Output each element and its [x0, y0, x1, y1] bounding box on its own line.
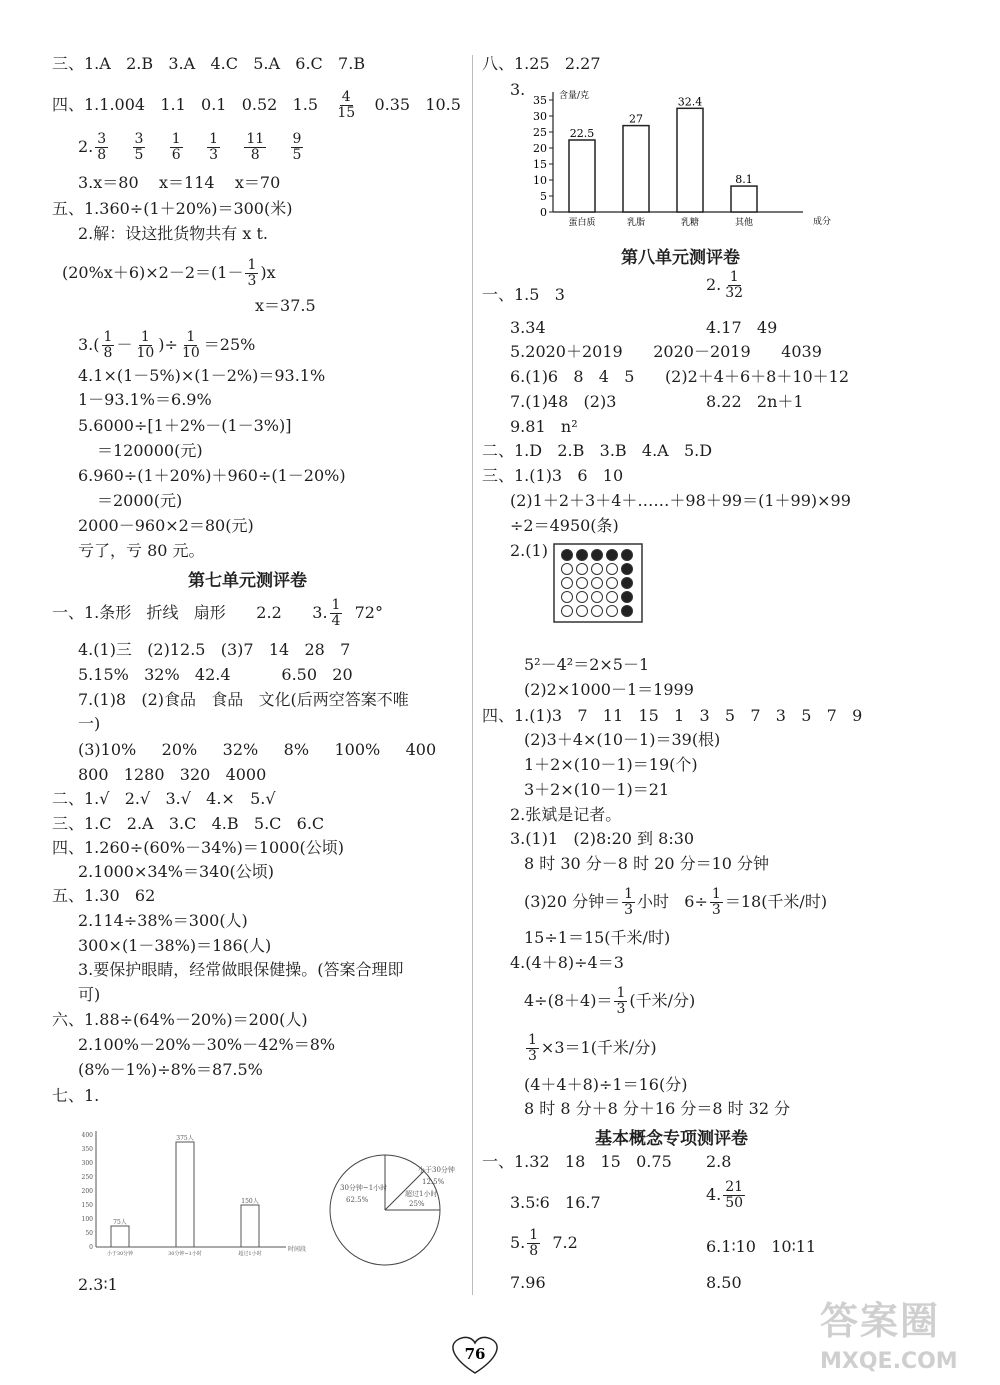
answer-line: 二、1.D 2.B 3.B 4.A 5.D	[482, 441, 713, 460]
section-heading: 第七单元测评卷	[188, 571, 307, 591]
x-tick-label: 小于30分钟	[106, 1251, 134, 1257]
grid-dot	[562, 550, 573, 561]
bar	[176, 1142, 194, 1247]
y-axis-label: 含量/克	[559, 91, 590, 101]
answer-line: 五、1.360÷(1＋20%)＝300(米)	[52, 199, 293, 218]
answer-line: (3)10% 20% 32% 8% 100% 400	[78, 740, 437, 759]
bar	[569, 140, 595, 212]
pie-value: 12.5%	[422, 1178, 445, 1186]
y-tick-label: 250	[81, 1174, 93, 1181]
section-heading: 第八单元测评卷	[621, 248, 740, 268]
answer-line: 7.(1)48 (2)3	[510, 392, 617, 411]
grid-dot	[622, 592, 633, 603]
x-tick-label: 乳糖	[680, 218, 700, 228]
answer-line: 四、1.1.004 1.1 0.1 0.52 1.5 $\frac{4}{15}$ 0.35 10.5	[52, 89, 461, 121]
grid-dot	[622, 578, 633, 589]
y-tick-label: 35	[533, 94, 547, 107]
grid-dot	[562, 592, 573, 603]
y-tick-label: 5	[540, 190, 547, 203]
answer-line: 800 1280 320 4000	[78, 765, 267, 784]
answer-line: ÷2＝4950(条)	[510, 516, 619, 535]
section-heading: 基本概念专项测评卷	[595, 1129, 748, 1149]
bar	[241, 1205, 259, 1247]
answer-line: 八、1.25 2.27	[482, 54, 601, 73]
answer-line: $\frac{1}{3}$ ×3＝1(千米/分)	[528, 1032, 657, 1064]
page-number	[445, 1335, 505, 1375]
answer-line: 8 时 30 分－8 时 20 分＝10 分钟	[524, 854, 770, 873]
answer-line: (2)3＋4×(10－1)＝39(根)	[524, 730, 721, 749]
y-tick-label: 350	[81, 1146, 93, 1153]
answer-line: 3.	[510, 80, 526, 99]
answer-line: 4. $\frac{21}{50}$	[706, 1179, 744, 1211]
answer-line: 1－93.1%＝6.9%	[78, 390, 212, 409]
y-tick-label: 0	[89, 1244, 93, 1251]
answer-line: 3.5∶6 16.7	[510, 1193, 601, 1212]
answer-line: 三、1.(1)3 6 10	[482, 466, 624, 485]
answer-line: 5. $\frac{1}{8}$ 7.2	[510, 1227, 578, 1259]
y-tick-label: 150	[81, 1202, 93, 1209]
y-tick-label: 400	[81, 1132, 93, 1139]
bar	[623, 126, 649, 212]
dot-grid-figure	[553, 543, 643, 623]
answer-line: 6.(1)6 8 4 5 (2)2＋4＋6＋8＋10＋12	[510, 367, 850, 386]
answer-line: 8.50	[706, 1273, 742, 1292]
x-tick-label: 30分钟~1小时	[168, 1251, 202, 1257]
answer-line: 3.要保护眼睛，经常做眼保健操。(答案合理即	[78, 960, 404, 979]
pie-label: 30分钟~1小时	[340, 1184, 388, 1192]
y-tick-label: 100	[81, 1216, 93, 1223]
time-pie-chart	[310, 1150, 470, 1270]
grid-dot	[577, 606, 588, 617]
pie-value: 62.5%	[346, 1196, 369, 1204]
answer-line: 8 时 8 分＋8 分＋16 分＝8 时 32 分	[524, 1099, 791, 1118]
answer-line: 一、1.32 18 15 0.75	[482, 1152, 672, 1171]
grid-dot	[577, 550, 588, 561]
answer-line: 一)	[78, 714, 101, 733]
y-tick-label: 30	[533, 110, 547, 123]
answer-line: 7.(1)8 (2)食品 食品 文化(后两空答案不唯	[78, 690, 409, 709]
answer-line: (4＋4＋8)÷1＝16(分)	[524, 1075, 688, 1094]
answer-line: 4.1×(1－5%)×(1－2%)＝93.1%	[78, 366, 326, 385]
answer-line: 2. $\frac{3}{8}$ $\frac{3}{5}$ $\frac{1}{6}$ $\frac{1}{3}$ $\frac{11}{8}$ $\frac{9}{5}$	[78, 131, 302, 163]
answer-line: 2.8	[706, 1152, 732, 1171]
answer-line: 2.3∶1	[78, 1275, 118, 1294]
bar	[111, 1226, 129, 1247]
time-bar-chart	[70, 1125, 307, 1270]
answer-line: 一、1.条形 折线 扇形 2.2 3. $\frac{1}{4}$ 72°	[52, 597, 383, 629]
answer-line: 二、1.√ 2.√ 3.√ 4.× 5.√	[52, 789, 276, 808]
milk-composition-bar-chart	[525, 82, 832, 232]
grid-dot	[577, 592, 588, 603]
answer-line: x＝37.5	[255, 296, 316, 315]
y-tick-label: 15	[533, 158, 547, 171]
bar-value-label: 75人	[113, 1219, 127, 1226]
x-tick-label: 乳脂	[626, 218, 646, 228]
answer-line: 3.34	[510, 318, 546, 337]
bar-value-label: 32.4	[677, 95, 703, 109]
bar	[731, 186, 757, 212]
answer-line: (8%－1%)÷8%＝87.5%	[78, 1060, 263, 1079]
y-tick-label: 0	[540, 206, 547, 219]
x-axis-label: 时间段	[288, 1246, 307, 1253]
bar-value-label: 27	[629, 112, 643, 126]
answer-line: 可)	[78, 985, 101, 1004]
answer-line: 2000－960×2＝80(元)	[78, 516, 254, 535]
grid-dot	[622, 564, 633, 575]
grid-dot	[607, 578, 618, 589]
answer-line: (3)20 分钟＝ $\frac{1}{3}$ 小时 6÷ $\frac{1}{3}$ ＝18(千米/时)	[524, 886, 828, 918]
y-tick-label: 10	[533, 174, 547, 187]
y-tick-label: 300	[81, 1160, 93, 1167]
answer-line: 四、1.260÷(60%－34%)＝1000(公顷)	[52, 838, 345, 857]
answer-line: 2. $\frac{1}{32}$	[706, 269, 744, 301]
answer-line: 4.(4＋8)÷4＝3	[510, 953, 624, 972]
grid-dot	[607, 606, 618, 617]
grid-dot	[577, 578, 588, 589]
grid-dot	[607, 550, 618, 561]
answer-line: ＝2000(元)	[97, 491, 183, 510]
answer-line: 6.1∶10 10∶11	[706, 1237, 817, 1256]
answer-line: 2.张斌是记者。	[510, 805, 622, 824]
x-tick-label: 蛋白质	[568, 218, 596, 228]
answer-line: 一、1.5 3	[482, 285, 565, 304]
grid-dot	[562, 578, 573, 589]
bar	[677, 108, 703, 212]
grid-dot	[562, 564, 573, 575]
x-tick-label: 超过1小时	[238, 1251, 262, 1257]
answer-line: 4.17 49	[706, 318, 778, 337]
answer-line: 三、1.A 2.B 3.A 4.C 5.A 6.C 7.B	[52, 54, 366, 73]
answer-line: 6.960÷(1＋20%)＋960÷(1－20%)	[78, 466, 346, 485]
answer-line: 2.解：设这批货物共有 x t.	[78, 224, 268, 243]
answer-line: 六、1.88÷(64%－20%)＝200(人)	[52, 1010, 308, 1029]
y-tick-label: 50	[85, 1230, 93, 1237]
pie-label: 小于30分钟	[418, 1166, 455, 1174]
bar-value-label: 22.5	[569, 127, 595, 140]
y-tick-label: 20	[533, 142, 547, 155]
answer-line: 15÷1＝15(千米/时)	[524, 928, 671, 947]
x-tick-label: 其他	[734, 218, 754, 228]
grid-dot	[622, 550, 633, 561]
answer-line: 7.96	[510, 1273, 546, 1292]
grid-dot	[592, 606, 603, 617]
column-divider	[472, 55, 473, 1295]
grid-dot	[592, 550, 603, 561]
answer-line: 七、1.	[52, 1086, 100, 1105]
answer-line: 2.114÷38%＝300(人)	[78, 911, 248, 930]
watermark-logo: 答案圈 MXQE.COM	[820, 1299, 958, 1374]
answer-line: 五、1.30 62	[52, 886, 156, 905]
y-tick-label: 200	[81, 1188, 93, 1195]
answer-line: 亏了，亏 80 元。	[78, 541, 205, 560]
grid-dot	[607, 592, 618, 603]
grid-dot	[622, 606, 633, 617]
answer-line: 3.(1)1 (2)8:20 到 8:30	[510, 829, 695, 848]
x-axis-label: 成分	[813, 217, 832, 227]
grid-dot	[562, 606, 573, 617]
answer-line: 4÷(8＋4)＝ $\frac{1}{3}$ (千米/分)	[524, 985, 696, 1017]
answer-line: 5²－4²＝2×5－1	[524, 655, 650, 674]
answer-line: 4.(1)三 (2)12.5 (3)7 14 28 7	[78, 640, 351, 659]
pie-label: 超过1小时	[405, 1190, 438, 1198]
bar-value-label: 150人	[241, 1198, 259, 1205]
answer-line: 四、1.(1)3 7 11 15 1 3 5 7 3 5 7 9	[482, 706, 863, 725]
answer-line: ＝120000(元)	[97, 441, 203, 460]
answer-line: 5.2020＋2019 2020－2019 4039	[510, 342, 822, 361]
answer-line: 3.x＝80 x＝114 x＝70	[78, 173, 281, 192]
grid-dot	[607, 564, 618, 575]
answer-line: 3＋2×(10－1)＝21	[524, 780, 670, 799]
grid-dot	[592, 592, 603, 603]
bar-value-label: 375人	[176, 1135, 194, 1142]
y-tick-label: 25	[533, 126, 547, 139]
grid-dot	[592, 578, 603, 589]
answer-line: 5.15% 32% 42.4 6.50 20	[78, 665, 353, 684]
fraction: $\frac{4}{15}$	[337, 89, 356, 121]
answer-line: 1＋2×(10－1)＝19(个)	[524, 755, 698, 774]
svg-text:76: 76	[464, 1345, 486, 1363]
answer-line: 2.1000×34%＝340(公顷)	[78, 862, 274, 881]
answer-line: 三、1.C 2.A 3.C 4.B 5.C 6.C	[52, 814, 325, 833]
answer-line: (20%x＋6)×2－2＝(1－ $\frac{1}{3}$ )x	[62, 257, 276, 289]
answer-line: 300×(1－38%)＝186(人)	[78, 936, 272, 955]
answer-line: 8.22 2n＋1	[706, 392, 804, 411]
grid-dot	[592, 564, 603, 575]
answer-line: 3.( $\frac{1}{8}$ － $\frac{1}{10}$ )÷ $\frac{1}{10}$ ＝25%	[78, 329, 256, 361]
answer-line: 5.6000÷[1＋2%－(1－3%)]	[78, 416, 292, 435]
pie-value: 25%	[409, 1200, 425, 1208]
answer-line: 9.81 n²	[510, 417, 578, 436]
grid-dot	[577, 564, 588, 575]
answer-line: 2.(1)	[510, 541, 548, 560]
answer-line: (2)2×1000－1＝1999	[524, 680, 694, 699]
bar-value-label: 8.1	[735, 173, 753, 187]
answer-line: 2.100%－20%－30%－42%＝8%	[78, 1035, 336, 1054]
answer-line: (2)1＋2＋3＋4＋……＋98＋99＝(1＋99)×99	[510, 491, 851, 510]
